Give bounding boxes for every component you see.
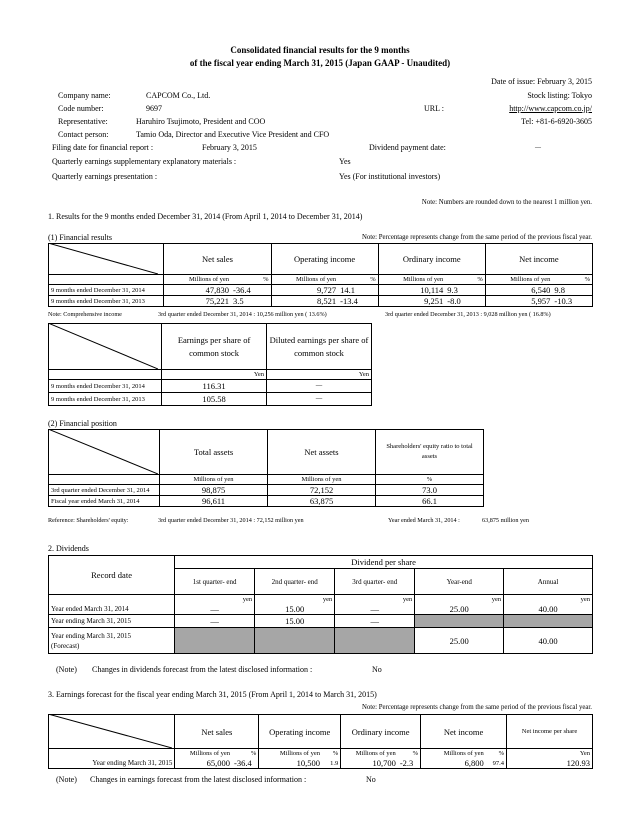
pct: % <box>486 749 507 759</box>
row-label: 9 months ended December 31, 2013 <box>49 296 164 307</box>
financial-results-heading: (1) Financial results <box>48 233 112 242</box>
title-line2: of the fiscal year ending March 31, 2015 (Japan GAAP - Unaudited) <box>189 58 451 68</box>
comprehensive-q3-2014: 3rd quarter ended December 31, 2014 : 10,256 million yen ( 13.6%) <box>158 311 327 318</box>
value-cell: 15.00 <box>255 615 335 628</box>
value-cell: 9.3 <box>445 285 485 296</box>
value-cell: 9,727 <box>271 285 338 296</box>
value-cell: 75,221 <box>164 296 231 307</box>
value-cell: 10,114 <box>378 285 445 296</box>
unit: Millions of yen <box>259 749 322 759</box>
value-cell: 105.58 <box>162 393 267 406</box>
unit: Millions of yen <box>175 749 232 759</box>
code-number: 9697 <box>146 104 162 113</box>
row-label: 9 months ended December 31, 2014 <box>49 285 164 296</box>
pct: % <box>552 275 592 285</box>
value-cell: — <box>175 615 255 628</box>
value-cell: 65,000 <box>175 758 232 769</box>
dividends-table <box>48 555 593 654</box>
value-cell: 1.9 <box>322 758 341 769</box>
representative: Haruhiro Tsujimoto, President and COO <box>136 117 266 126</box>
row-label-line1: Year ending March 31, 2015 <box>51 631 131 640</box>
value-cell: 120.93 <box>507 758 593 769</box>
value-cell: 66.1 <box>376 496 484 507</box>
row-label: Year ended March 31, 2014 <box>49 604 175 615</box>
tel: Tel: +81-6-6920-3605 <box>521 117 592 126</box>
value-cell: -8.0 <box>445 296 485 307</box>
shaded-cell <box>255 628 335 654</box>
dividends-note-value: No <box>372 665 382 674</box>
rounding-note: Note: Numbers are rounded down to the nearest 1 million yen. <box>421 199 592 206</box>
value-cell: -13.4 <box>338 296 378 307</box>
position-table <box>48 429 484 507</box>
code-number-label: Code number: <box>58 104 104 113</box>
contact: Tamio Oda, Director and Executive Vice President and CFO <box>136 130 330 139</box>
eps-table <box>48 323 372 406</box>
unit: Millions of yen <box>485 275 552 285</box>
header-q2: 2nd quarter- end <box>255 569 335 595</box>
reference-q3: 3rd quarter ended December 31, 2014 : 72,152 million yen <box>158 517 304 524</box>
value-cell: 40.00 <box>504 604 593 615</box>
table-row <box>49 496 484 507</box>
shaded-cell <box>415 615 504 628</box>
table-row <box>49 758 593 769</box>
company-name: CAPCOM Co., Ltd. <box>146 91 211 100</box>
table-row <box>49 285 593 296</box>
value-cell: － <box>267 380 372 393</box>
header-total-assets: Total assets <box>160 430 268 475</box>
row-label: 3rd quarter ended December 31, 2014 <box>49 485 160 496</box>
table-row <box>49 296 593 307</box>
dividend-payment-value: － <box>534 143 542 152</box>
unit: Millions of yen <box>421 749 486 759</box>
header-net-assets: Net assets <box>268 430 376 475</box>
unit: Millions of yen <box>378 275 445 285</box>
dividends-heading: 2. Dividends <box>48 544 89 553</box>
unit: Millions of yen <box>268 475 376 485</box>
forecast-heading: 3. Earnings forecast for the fiscal year ending March 31, 2015 (From April 1, 2014 to March 31, 2015) <box>48 690 377 699</box>
value-cell: 98,875 <box>160 485 268 496</box>
value-cell: 8,521 <box>271 296 338 307</box>
forecast-note-value: No <box>366 775 376 784</box>
presentation-value: Yes (For institutional investors) <box>339 172 441 181</box>
dividend-per-share-header: Dividend per share <box>175 556 593 569</box>
financial-results-note: Note: Percentage represents change from the same period of the previous fiscal year. <box>361 234 592 241</box>
yen-unit: Yen <box>507 749 593 759</box>
url-link[interactable]: http://www.capcom.co.jp/ <box>509 104 592 113</box>
value-cell: 10,500 <box>259 758 322 769</box>
unit: Millions of yen <box>164 275 231 285</box>
reference-fy-value: 63,875 million yen <box>482 517 529 524</box>
pct: % <box>445 275 485 285</box>
header-ordinary-income: Ordinary income <box>378 244 485 275</box>
header-ordinary-income: Ordinary income <box>341 715 421 749</box>
table-row <box>49 604 593 615</box>
section1-heading: 1. Results for the 9 months ended December 31, 2014 (From April 1, 2014 to December 31, 2014) <box>48 212 363 221</box>
value-cell: 97.4 <box>486 758 507 769</box>
header-diluted-eps: Diluted earnings per share of common stock <box>267 324 372 370</box>
value-cell: 40.00 <box>504 628 593 654</box>
value-cell: 9,251 <box>378 296 445 307</box>
header-annual: Annual <box>504 569 593 595</box>
forecast-note-text: Changes in earnings forecast from the latest disclosed information : <box>90 775 307 784</box>
unit: yen <box>415 595 504 605</box>
record-date-header: Record date <box>49 556 175 595</box>
forecast-note-label: (Note) <box>56 775 77 784</box>
value-cell: -10.3 <box>552 296 592 307</box>
shaded-cell <box>335 628 415 654</box>
row-label: Fiscal year ended March 31, 2014 <box>49 496 160 507</box>
header-q3: 3rd quarter- end <box>335 569 415 595</box>
row-label: 9 months ended December 31, 2013 <box>49 393 162 406</box>
reference-fy: Year ended March 31, 2014 : <box>388 517 460 524</box>
table-row <box>49 615 593 628</box>
value-cell: — <box>175 604 255 615</box>
header-eps: Earnings per share of common stock <box>162 324 267 370</box>
filing-date: February 3, 2015 <box>202 143 257 152</box>
header-net-sales: Net sales <box>164 244 271 275</box>
value-cell: 15.00 <box>255 604 335 615</box>
value-cell: 96,611 <box>160 496 268 507</box>
supplementary-value: Yes <box>339 157 351 166</box>
pct: % <box>338 275 378 285</box>
date-of-issue: Date of issue: February 3, 2015 <box>491 77 592 86</box>
value-cell: 6,800 <box>421 758 486 769</box>
pct: % <box>231 275 271 285</box>
value-cell: -36.4 <box>232 758 259 769</box>
header-operating-income: Operating income <box>271 244 378 275</box>
comprehensive-q3-2013: 3rd quarter ended December 31, 2013 : 9,028 million yen ( 16.8%) <box>385 311 551 318</box>
value-cell: 10,700 <box>341 758 398 769</box>
unit: Millions of yen <box>271 275 338 285</box>
financial-position-heading: (2) Financial position <box>48 419 117 428</box>
shaded-cell <box>175 628 255 654</box>
value-cell: 14.1 <box>338 285 378 296</box>
row-label-line2: (Forecast) <box>51 641 80 650</box>
shaded-cell <box>504 615 593 628</box>
dividends-note-text: Changes in dividends forecast from the latest disclosed information : <box>92 665 313 674</box>
table-row <box>49 393 372 406</box>
value-cell: 9.8 <box>552 285 592 296</box>
header-net-income-per-share: Net income per share <box>507 715 593 749</box>
value-cell: 6,540 <box>485 285 552 296</box>
unit: Millions of yen <box>160 475 268 485</box>
value-cell: 25.00 <box>415 604 504 615</box>
representative-label: Representative: <box>58 117 108 126</box>
header-net-income: Net income <box>421 715 507 749</box>
unit: yen <box>335 595 415 605</box>
pct: % <box>376 475 484 485</box>
header-year-end: Year-end <box>415 569 504 595</box>
row-label: Year ending March 31, 2015 <box>49 758 175 769</box>
presentation-label: Quarterly earnings presentation : <box>52 172 158 181</box>
header-equity-ratio: Shareholders' equity ratio to total assets <box>376 430 484 475</box>
header-net-income: Net income <box>485 244 592 275</box>
unit: Millions of yen <box>341 749 398 759</box>
header-q1: 1st quarter- end <box>175 569 255 595</box>
header-net-sales: Net sales <box>175 715 259 749</box>
forecast-note: Note: Percentage represents change from the same period of the previous fiscal year. <box>361 704 592 711</box>
unit: yen <box>175 595 255 605</box>
row-label <box>49 628 175 654</box>
row-label: Year ending March 31, 2015 <box>49 615 175 628</box>
stock-listing: Stock listing: Tokyo <box>527 91 592 100</box>
value-cell: 25.00 <box>415 628 504 654</box>
value-cell: 5,957 <box>485 296 552 307</box>
value-cell: — <box>335 615 415 628</box>
unit: Yen <box>162 370 267 380</box>
table-row <box>49 380 372 393</box>
value-cell: 72,152 <box>268 485 376 496</box>
value-cell: 73.0 <box>376 485 484 496</box>
pct: % <box>398 749 421 759</box>
results-table <box>48 243 593 307</box>
url-label: URL : <box>424 104 444 113</box>
reference-label: Reference: Shareholders' equity: <box>48 517 129 524</box>
value-cell: － <box>267 393 372 406</box>
value-cell: 47,830 <box>164 285 231 296</box>
forecast-table <box>48 714 593 769</box>
table-row <box>49 628 593 654</box>
value-cell: 116.31 <box>162 380 267 393</box>
dividends-note-label: (Note) <box>56 665 77 674</box>
unit: Yen <box>267 370 372 380</box>
value-cell: -36.4 <box>231 285 271 296</box>
value-cell: 3.5 <box>231 296 271 307</box>
header-operating-income: Operating income <box>259 715 341 749</box>
dividend-payment-label: Dividend payment date: <box>369 143 446 152</box>
title-line1: Consolidated financial results for the 9 months <box>230 45 410 55</box>
value-cell: — <box>335 604 415 615</box>
value-cell: -2.3 <box>398 758 421 769</box>
pct: % <box>322 749 341 759</box>
comprehensive-label: Note: Comprehensive income <box>48 311 122 318</box>
table-row <box>49 485 484 496</box>
supplementary-label: Quarterly earnings supplementary explanatory materials : <box>52 157 237 166</box>
unit: yen <box>504 595 593 605</box>
filing-label: Filing date for financial report : <box>52 143 154 152</box>
contact-label: Contact person: <box>58 130 109 139</box>
value-cell: 63,875 <box>268 496 376 507</box>
company-name-label: Company name: <box>58 91 111 100</box>
unit: yen <box>255 595 335 605</box>
pct: % <box>232 749 259 759</box>
row-label: 9 months ended December 31, 2014 <box>49 380 162 393</box>
